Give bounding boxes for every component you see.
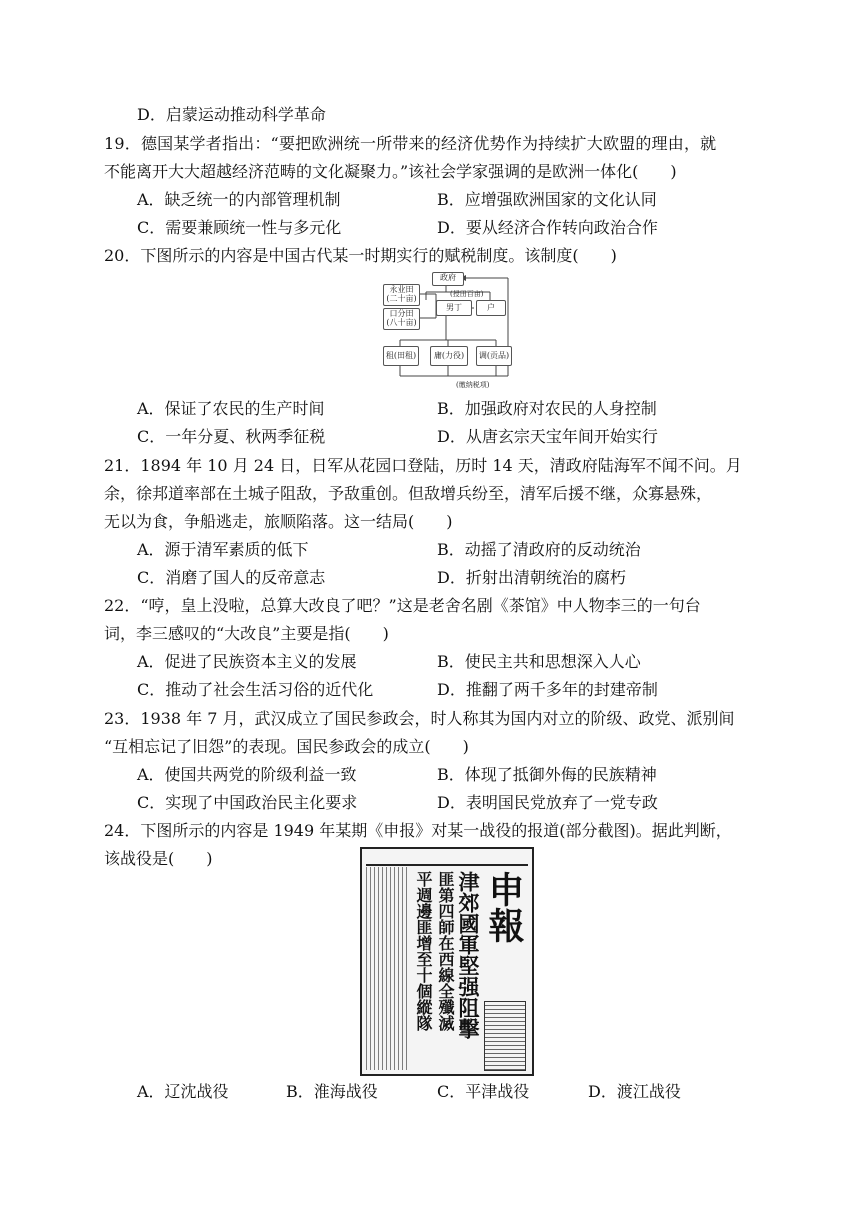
diagram-koufen-field xyxy=(383,308,420,330)
q23-option-b: B．体现了抵御外侮的民族精神 xyxy=(437,765,657,784)
q20-option-b: B．加强政府对农民的人身控制 xyxy=(437,399,657,418)
newspaper-date-bar xyxy=(366,852,528,866)
q23-stem-line1: 23．1938 年 7 月，武汉成立了国民参政会，时人称其为国内对立的阶级、政党、派别间 xyxy=(104,709,735,728)
diagram-zu: 租(田租) xyxy=(383,346,419,366)
q20-option-d: D．从唐玄宗天宝年间开始实行 xyxy=(437,427,658,446)
q19-option-b: B．应增强欧洲国家的文化认同 xyxy=(437,190,657,209)
q21-option-a: A．源于清军素质的低下 xyxy=(137,540,309,559)
diagram-yong: 庸(力役) xyxy=(430,346,468,366)
diagram-diao: 调(贡品) xyxy=(476,346,512,366)
q21-stem-line2: 余，徐邦道率部在土城子阻敌，予敌重创。但敌增兵纷至，清军后援不继，众寡悬殊， xyxy=(104,484,713,503)
q23-option-a: A．使国共两党的阶级利益一致 xyxy=(137,765,357,784)
diagram-payment-label: (缴纳税项) xyxy=(456,381,490,389)
newspaper-headline-1: 津郊國軍堅强阻擊 xyxy=(456,871,481,1039)
q24-stem-line2: 该战役是( ) xyxy=(104,849,213,868)
diagram-male: 男丁 xyxy=(436,300,472,316)
q22-option-a: A．促进了民族资本主义的发展 xyxy=(137,652,357,671)
q24-option-a: A．辽沈战役 xyxy=(137,1082,229,1101)
diagram-yongye-field xyxy=(383,284,420,306)
q21-stem-line1: 21．1894 年 10 月 24 日，日军从花园口登陆，历时 14 天，清政府陆海军不闻不问。月 xyxy=(104,456,742,475)
q22-option-c: C．推动了社会生活习俗的近代化 xyxy=(137,680,374,699)
q19-option-d: D．要从经济合作转向政治合作 xyxy=(437,218,658,237)
newspaper-headline-2: 匪第四師在西線全殲滅 xyxy=(436,871,455,1031)
q22-stem-line2: 词，李三感叹的“大改良”主要是指( ) xyxy=(104,624,389,643)
q21-option-b: B．动摇了清政府的反动统治 xyxy=(437,540,641,559)
diagram-grant-label: (授田百亩) xyxy=(450,290,484,298)
shenbao-newspaper-clipping xyxy=(360,847,534,1076)
q24-option-b: B．淮海战役 xyxy=(286,1082,378,1101)
q20-stem: 20．下图所示的内容是中国古代某一时期实行的赋税制度。该制度( ) xyxy=(104,246,617,265)
q22-stem-line1: 22．“哼，皇上没啦，总算大改良了吧？”这是老舍名剧《茶馆》中人物李三的一句台 xyxy=(104,596,701,615)
q19-stem-line1: 19．德国某学者指出：“要把欧洲统一所带来的经济优势作为持续扩大欧盟的理由，就 xyxy=(104,134,717,153)
q23-option-c: C．实现了中国政治民主化要求 xyxy=(137,793,358,812)
newspaper-body-text xyxy=(366,867,410,1070)
q21-option-d: D．折射出清朝统治的腐朽 xyxy=(437,568,626,587)
q24-option-d: D．渡江战役 xyxy=(588,1082,681,1101)
q22-option-b: B．使民主共和思想深入人心 xyxy=(437,652,641,671)
q20-option-c: C．一年分夏、秋两季征税 xyxy=(137,427,326,446)
q19-option-a: A．缺乏统一的内部管理机制 xyxy=(137,190,341,209)
q23-stem-line2: “互相忘记了旧怨”的表现。国民参政会的成立( ) xyxy=(104,737,469,756)
yongye-size: (二十亩) xyxy=(386,294,417,303)
q19-option-c: C．需要兼顾统一性与多元化 xyxy=(137,218,342,237)
diagram-government: 政府 xyxy=(432,272,464,286)
diagram-household: 户 xyxy=(476,300,506,316)
tax-system-diagram xyxy=(380,270,512,392)
q19-stem-line2: 不能离开大大超越经济范畴的文化凝聚力。”该社会学家强调的是欧洲一体化( ) xyxy=(104,162,677,181)
q20-option-a: A．保证了农民的生产时间 xyxy=(137,399,325,418)
q24-option-c: C．平津战役 xyxy=(437,1082,530,1101)
q18-option-d: D．启蒙运动推动科学革命 xyxy=(137,105,326,124)
koufen-title: 口分田 xyxy=(389,309,414,318)
q21-stem-line3: 无以为食，争船逃走，旅顺陷落。这一结局( ) xyxy=(104,512,453,531)
q22-option-d: D．推翻了两千多年的封建帝制 xyxy=(437,680,658,699)
q24-stem-line1: 24．下图所示的内容是 1949 年某期《申报》对某一战役的报道(部分截图)。据此判断， xyxy=(104,821,732,840)
q21-option-c: C．消磨了国人的反帝意志 xyxy=(137,568,326,587)
yongye-title: 永业田 xyxy=(389,285,414,294)
newspaper-headline-3: 平週邊匪增至十個縱隊 xyxy=(414,871,433,1031)
newspaper-notice-box xyxy=(484,1001,526,1071)
newspaper-masthead: 申報 xyxy=(483,871,525,943)
koufen-size: (八十亩) xyxy=(386,318,417,327)
q23-option-d: D．表明国民党放弃了一党专政 xyxy=(437,793,658,812)
